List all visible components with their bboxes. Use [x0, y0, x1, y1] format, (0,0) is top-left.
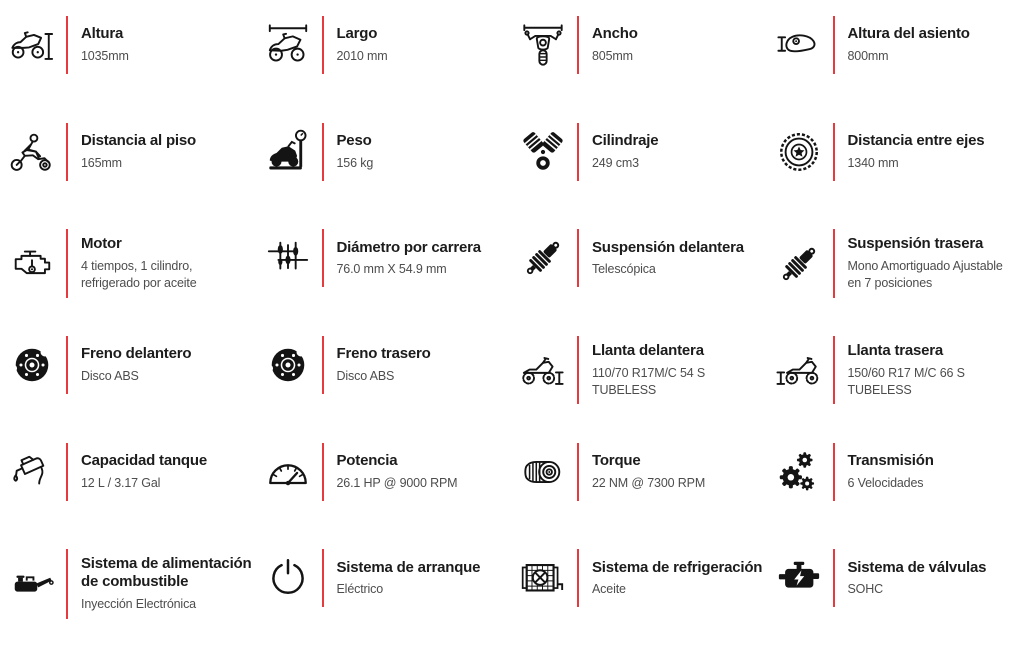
spec-title: Transmisión — [847, 451, 934, 469]
spec-title: Cilindraje — [592, 131, 659, 149]
gears-icon — [771, 444, 827, 500]
spec-text-block — [833, 123, 1021, 181]
brake-disc-icon — [260, 337, 316, 393]
engine-v-icon — [515, 124, 571, 180]
spec-title: Potencia — [336, 451, 398, 469]
spec-item — [513, 547, 769, 607]
spec-item — [2, 227, 258, 297]
spec-value: 2010 mm — [336, 48, 388, 63]
spec-text-block — [577, 123, 765, 181]
spec-text-block — [322, 229, 510, 287]
spec-title: Distancia al piso — [81, 131, 196, 149]
spec-value: 805mm — [592, 48, 633, 63]
spec-value: 156 kg — [336, 155, 374, 170]
spec-text-block — [833, 549, 1021, 607]
spec-value: 22 NM @ 7300 RPM — [592, 475, 706, 490]
spec-value: 1340 mm — [847, 155, 899, 170]
spec-title: Largo — [336, 25, 378, 43]
spec-text-block — [577, 443, 765, 501]
shock-absorber-icon — [515, 230, 571, 286]
spec-text-block — [322, 16, 510, 74]
spec-value: Eléctrico — [336, 582, 384, 597]
spec-item — [258, 547, 514, 607]
spec-title: Distancia entre ejes — [847, 131, 985, 149]
spec-title: Altura — [81, 25, 124, 43]
spec-item — [258, 441, 514, 501]
spec-value: 249 cm3 — [592, 155, 639, 170]
spec-title: Sistema de refrigeración — [592, 558, 763, 576]
spec-text-block — [66, 549, 254, 618]
engine-bolt-icon — [771, 550, 827, 606]
spec-text-block — [66, 443, 254, 501]
motorcycle-length-icon — [260, 17, 316, 73]
spec-text-block — [833, 16, 1021, 74]
spec-text-block — [322, 336, 510, 394]
spec-item — [2, 334, 258, 394]
spec-text-block — [66, 16, 254, 74]
spec-value: 6 Velocidades — [847, 475, 924, 490]
spec-item — [258, 227, 514, 287]
power-button-icon — [260, 550, 316, 606]
spec-value: 76.0 mm X 54.9 mm — [336, 262, 447, 277]
oil-filter-icon — [515, 444, 571, 500]
motorcycle-front-icon — [515, 17, 571, 73]
shock-absorber-icon — [771, 236, 827, 292]
spec-item — [513, 14, 769, 74]
weight-scale-icon — [260, 124, 316, 180]
spec-value: 1035mm — [81, 48, 129, 63]
spec-item — [258, 334, 514, 394]
tire-front-icon — [515, 342, 571, 398]
spec-item — [769, 121, 1024, 181]
spec-item — [769, 334, 1024, 404]
spec-text-block — [322, 443, 510, 501]
spec-title: Peso — [336, 131, 372, 149]
spec-text-block — [577, 16, 765, 74]
seat-height-icon — [771, 17, 827, 73]
spec-value: Telescópica — [592, 262, 656, 277]
spec-text-block — [322, 549, 510, 607]
spec-item — [769, 14, 1024, 74]
spec-value: Disco ABS — [336, 368, 395, 383]
spec-item — [769, 441, 1024, 501]
motorcycle-height-icon — [4, 17, 60, 73]
spec-item — [769, 547, 1024, 607]
spec-item — [2, 441, 258, 501]
spec-item — [513, 334, 769, 404]
spec-text-block — [66, 123, 254, 181]
spec-value: 165mm — [81, 155, 122, 170]
spec-title: Freno delantero — [81, 345, 192, 363]
spec-text-block — [833, 229, 1021, 297]
spec-item — [513, 121, 769, 181]
spec-title: Suspensión trasera — [847, 235, 984, 253]
spec-title: Llanta trasera — [847, 341, 944, 359]
spec-item — [258, 121, 514, 181]
spec-value: Disco ABS — [81, 368, 139, 383]
spec-value: 110/70 R17M/C 54 S TUBELESS — [592, 365, 706, 397]
rider-clearance-icon — [4, 124, 60, 180]
spec-item — [258, 14, 514, 74]
gear-shaft-icon — [260, 230, 316, 286]
spec-title: Capacidad tanque — [81, 451, 207, 469]
oil-can-icon — [4, 556, 60, 612]
spec-title: Suspensión delantera — [592, 238, 744, 256]
radiator-icon — [515, 550, 571, 606]
spec-value: 150/60 R17 M/C 66 S TUBELESS — [847, 365, 965, 397]
spec-value: 800mm — [847, 48, 889, 63]
spec-title: Motor — [81, 235, 122, 253]
spec-title: Llanta delantera — [592, 341, 704, 359]
fuel-nozzle-icon — [4, 444, 60, 500]
brake-disc-icon — [4, 337, 60, 393]
spec-title: Diámetro por carrera — [336, 238, 481, 256]
spec-value: Inyección Electrónica — [81, 596, 196, 611]
spec-title: Ancho — [592, 25, 638, 43]
spec-value: SOHC — [847, 582, 884, 597]
engine-thermometer-icon — [4, 236, 60, 292]
spec-title: Sistema de arranque — [336, 558, 481, 576]
spec-item — [2, 14, 258, 74]
spec-title: Freno trasero — [336, 345, 431, 363]
spec-text-block — [833, 336, 1021, 404]
spec-title: Torque — [592, 451, 641, 469]
spec-text-block — [577, 336, 765, 404]
spec-value: Aceite — [592, 582, 626, 597]
spec-title: Sistema de alimentación de combustible — [81, 555, 252, 591]
spec-value: 12 L / 3.17 Gal — [81, 475, 161, 490]
spec-item — [513, 227, 769, 287]
spec-text-block — [577, 549, 765, 607]
spec-text-block — [577, 229, 765, 287]
spec-text-block — [66, 336, 254, 394]
specs-grid — [2, 14, 1024, 654]
spec-text-block — [833, 443, 1021, 501]
spec-text-block — [322, 123, 510, 181]
spec-item — [769, 227, 1024, 297]
spec-item — [513, 441, 769, 501]
speedometer-icon — [260, 444, 316, 500]
wheel-icon — [771, 124, 827, 180]
spec-item — [2, 547, 258, 618]
spec-value: 26.1 HP @ 9000 RPM — [336, 475, 458, 490]
spec-value: Mono Amortiguado Ajustable en 7 posiciones — [847, 259, 1003, 290]
spec-item — [2, 121, 258, 181]
spec-value: 4 tiempos, 1 cilindro, refrigerado por aceite — [81, 259, 197, 290]
spec-title: Sistema de válvulas — [847, 558, 987, 576]
spec-title: Altura del asiento — [847, 25, 970, 43]
spec-text-block — [66, 229, 254, 297]
tire-rear-icon — [771, 342, 827, 398]
